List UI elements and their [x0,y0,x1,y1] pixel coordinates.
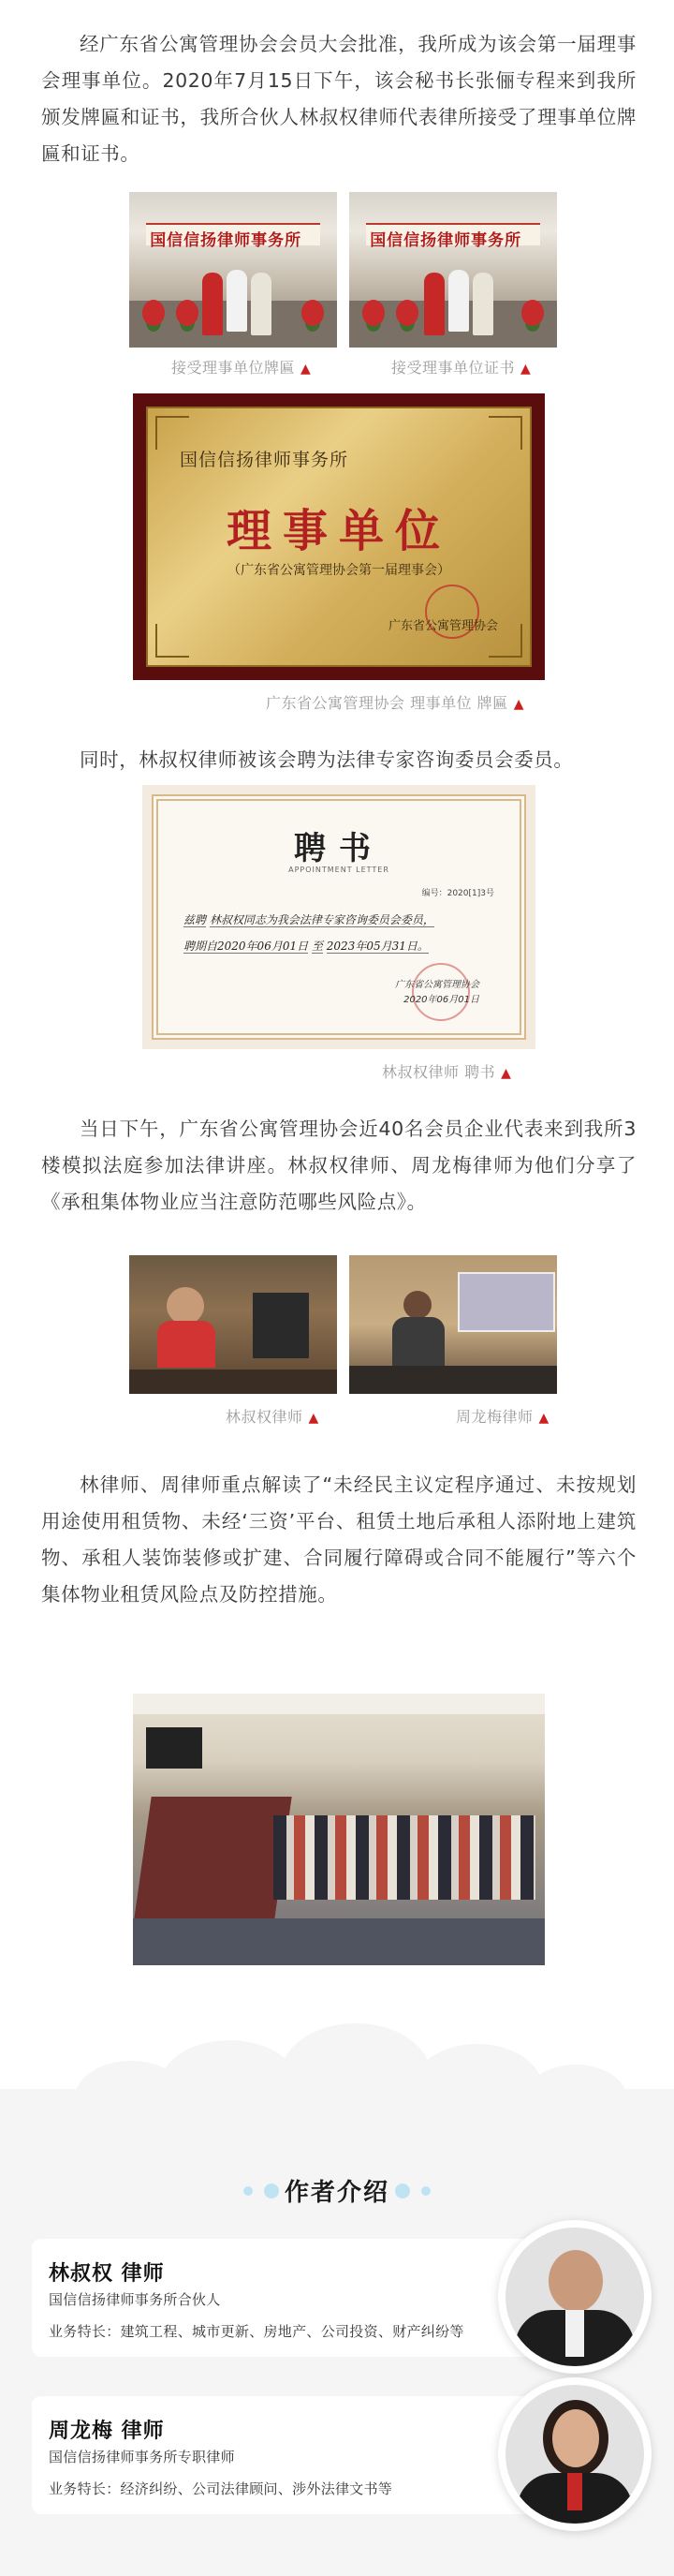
plaque-subtitle: （广东省公寓管理协会第一届理事会） [227,563,450,578]
appointment-paragraph: 同时，林叔权律师被该会聘为法律专家咨询委员会委员。 [80,748,574,771]
bubble-icon [395,2184,410,2198]
lecture-caption-lin: 林叔权律师 ▲ [226,1408,319,1426]
plaque-header: 国信信扬律师事务所 [180,450,349,470]
certificate-title: 聘书 [294,830,384,867]
lecture-photo-lin [129,1255,337,1394]
bubble-icon [264,2184,279,2198]
certificate-number: 编号：2020[1]3号 [421,889,494,898]
author-specialty: 业务特长：经济纠纷、公司法律顾问、涉外法律文书等 [49,2480,393,2497]
triangle-marker-icon: ▲ [308,1411,319,1426]
certificate-caption: 林叔权律师 聘书 ▲ [382,1063,512,1081]
lecture-photo-zhou [349,1255,557,1394]
appointment-certificate [142,785,535,1049]
author-section-title: 作者介绍 [0,2173,674,2208]
bubble-icon [243,2186,253,2196]
avatar-lin [498,2220,652,2374]
certificate-signature: 广东省公寓管理协会 2020年06月01日 [395,980,479,1005]
photo-sign-text: 国信信扬律师事务所 [370,230,522,250]
triangle-marker-icon: ▲ [538,1411,549,1426]
meeting-room-photo [133,1694,545,1965]
intro-paragraph: 经广东省公寓管理协会会员大会批准，我所成为该会第一届理事会理事单位。2020年7月15日下午，该会秘书长张俪专程来到我所颁发牌匾和证书，我所合伙人林叔权律师代表律所接受了理事单位牌匾和证书。 [41,33,637,165]
author-title: 国信信扬律师事务所专职律师 [49,2449,235,2465]
triangle-marker-icon: ▲ [501,1066,512,1081]
certificate-subtitle: APPOINTMENT LETTER [288,866,389,874]
author-name: 周龙梅 律师 [49,2420,165,2443]
risk-points-paragraph: 林律师、周律师重点解读了“未经民主议定程序通过、未按规划用途使用租赁物、未经‘三资’平台、租赁土地后承租人添附地上建筑物、承租人装饰装修或扩建、合同履行障碍或合同不能履行”等六个集体物业租赁风险点及防控措施。 [41,1473,637,1606]
plaque-signature: 广东省公寓管理协会 [388,619,498,633]
triangle-marker-icon: ▲ [300,362,312,377]
photo-sign-text: 国信信扬律师事务所 [150,230,302,250]
plaque-title: 理事单位 [226,505,451,557]
triangle-marker-icon: ▲ [513,697,524,712]
lecture-paragraph: 当日下午，广东省公寓管理协会近40名会员企业代表来到我所3楼模拟法庭参加法律讲座。林叔权律师、周龙梅律师为他们分享了《承租集体物业应当注意防范哪些风险点》。 [41,1118,637,1213]
triangle-marker-icon: ▲ [520,362,532,377]
certificate-ceremony-caption: 接受理事单位证书 ▲ [391,359,532,377]
author-specialty: 业务特长：建筑工程、城市更新、房地产、公司投资、财产纠纷等 [49,2323,464,2340]
plaque-ceremony-photo [129,192,337,348]
bubble-icon [421,2186,431,2196]
lecture-caption-zhou: 周龙梅律师 ▲ [456,1408,549,1426]
plaque-caption: 广东省公寓管理协会 理事单位 牌匾 ▲ [266,694,524,712]
certificate-ceremony-photo [349,192,557,348]
author-name: 林叔权 律师 [49,2262,165,2286]
certificate-body: 兹聘 林叔权同志为我会法律专家咨询委员会委员， 聘期自2020年06月01日 至 2023年05月31日。 [183,913,434,953]
plaque-ceremony-caption: 接受理事单位牌匾 ▲ [171,359,312,377]
council-member-plaque [133,393,545,680]
author-title: 国信信扬律师事务所合伙人 [49,2291,221,2308]
avatar-zhou [498,2377,652,2531]
